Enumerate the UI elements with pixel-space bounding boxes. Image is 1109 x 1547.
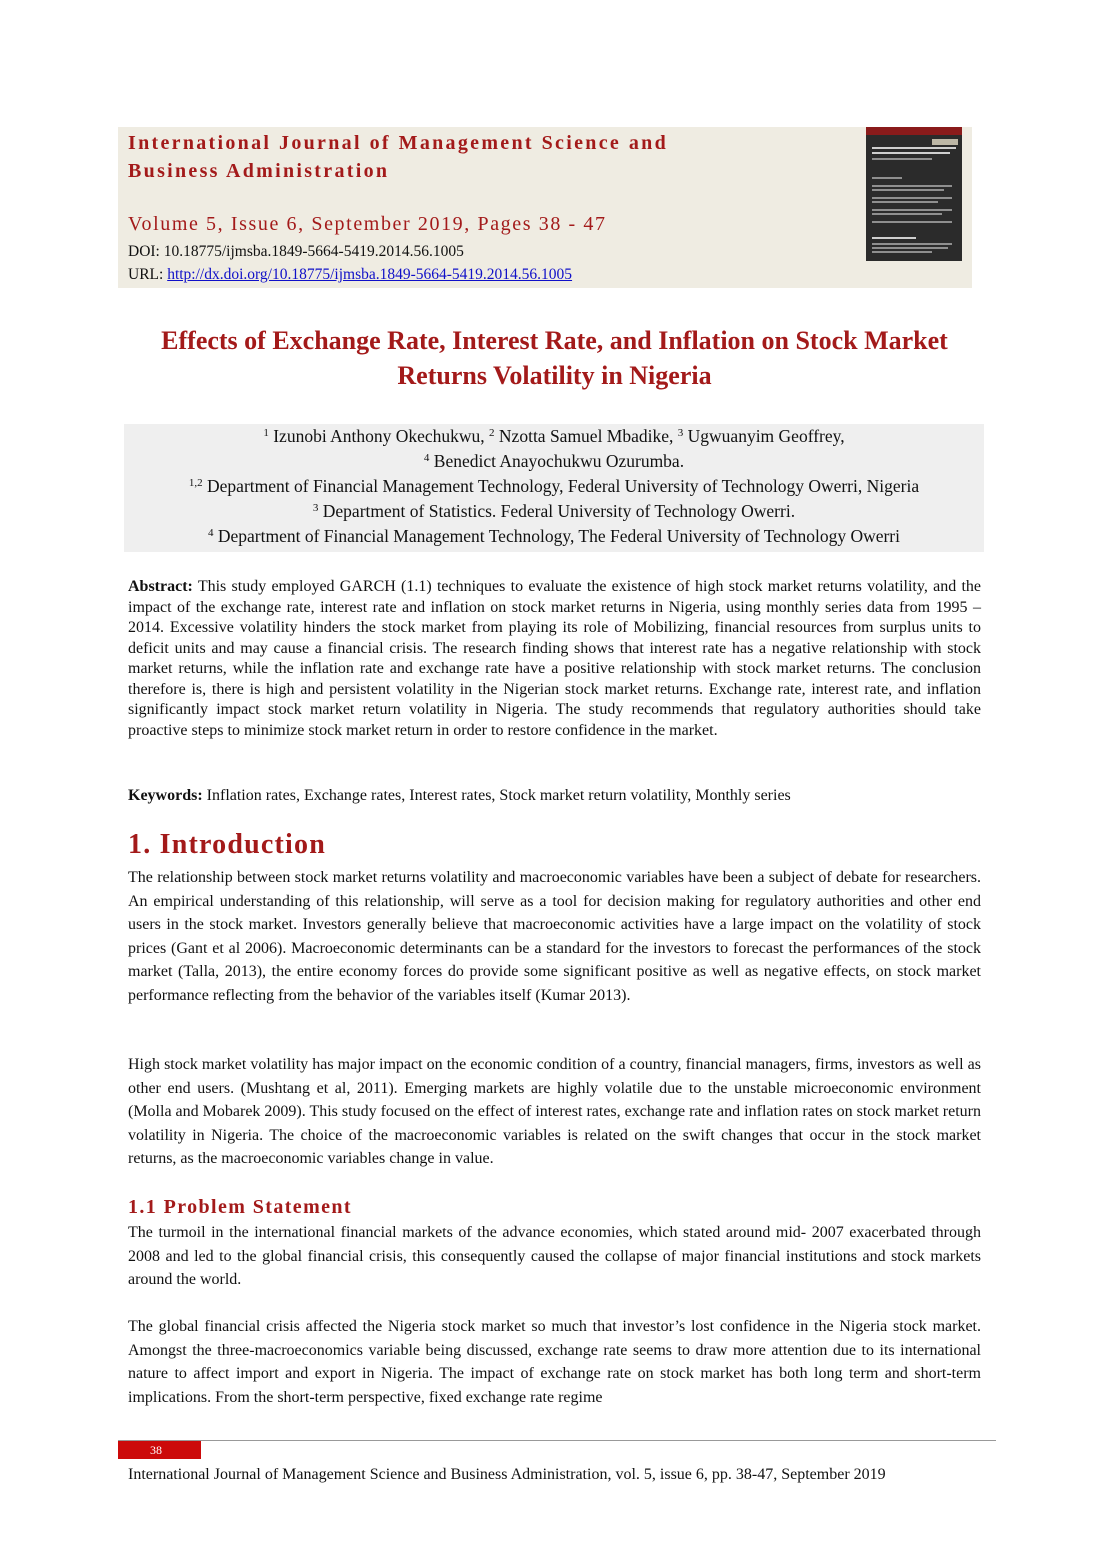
affiliation-line xyxy=(124,499,984,524)
cover-text-line xyxy=(872,201,938,203)
affiliation-superscript: 3 xyxy=(312,502,319,514)
cover-text-line xyxy=(872,213,942,215)
affiliation-line xyxy=(124,524,984,549)
section-heading-introduction: 1. Introduction xyxy=(128,829,326,860)
author-name: Ugwuanyim Geoffrey, xyxy=(683,426,845,446)
subsection-heading-problem-statement: 1.1 Problem Statement xyxy=(128,1196,352,1218)
paper-title: Effects of Exchange Rate, Interest Rate, and Inflation on Stock Market Returns Volatility in Nigeria xyxy=(161,326,948,390)
cover-text-line xyxy=(872,197,952,199)
abstract-label: Abstract: xyxy=(128,578,193,595)
doi-line xyxy=(128,242,464,262)
author-name: Nzotta Samuel Mbadike, xyxy=(494,426,678,446)
cover-text-line xyxy=(872,237,916,239)
cover-text-line xyxy=(872,147,956,149)
cover-tag xyxy=(932,139,958,145)
author-line xyxy=(124,424,984,449)
problem-paragraph-2: The global financial crisis affected the Nigeria stock market so much that investor’s lost confidence in the Nigeria stock market. Amongst the three-macroeconomics variable being discussed, exchange rate seems to draw more attention due to its international nature to affect import and export in Nigeria. The impact of exchange rate on stock market has both long term and short-term implications. From the short-term perspective, fixed exchange rate regime xyxy=(128,1318,981,1406)
cover-text-line xyxy=(872,185,952,187)
doi-label: DOI: xyxy=(128,243,164,260)
cover-text-line xyxy=(872,189,944,191)
author-superscript: 4 xyxy=(423,452,430,464)
author-name: Izunobi Anthony Okechukwu, xyxy=(268,426,490,446)
cover-band xyxy=(866,127,962,135)
doi-url-link[interactable]: http://dx.doi.org/10.18775/ijmsba.1849-5664-5419.2014.56.1005 xyxy=(167,266,573,283)
abstract-text: This study employed GARCH (1.1) techniques to evaluate the existence of high stock market returns volatility, and the impact of the exchange rate, interest rate and inflation on stock market returns in Nigeria, using monthly series data from 1995 – 2014. Excessive volatility hinders the stock market from playing its role of Mobilizing, financial resources from surplus units to deficit units and may cause a financial crisis. The research finding shows that interest rate has a negative relationship with stock market returns, while the inflation rate and exchange rate have a positive relationship with stock market returns. The conclusion therefore is, there is high and persistent volatility in the Nigerian stock market returns. Exchange rate, interest rate, and inflation significantly impact stock market return volatility in Nigeria. The study recommends that regulatory authorities should take proactive steps to minimize stock market return in order to restore confidence in the market. xyxy=(128,578,981,739)
footer-divider xyxy=(118,1440,996,1441)
volume-issue-line: Volume 5, Issue 6, September 2019, Pages 38 - 47 xyxy=(128,213,607,235)
keywords-label: Keywords: xyxy=(128,787,203,804)
abstract xyxy=(128,577,981,741)
author-superscript: 3 xyxy=(677,427,684,439)
author-line xyxy=(124,449,984,474)
journal-name: International Journal of Management Science and Business Administration xyxy=(128,132,668,182)
affiliation-superscript: 1,2 xyxy=(188,477,203,489)
affiliation-text: Department of Financial Management Technology, Federal University of Technology Owerri, Nigeria xyxy=(202,476,920,496)
problem-paragraph-1: The turmoil in the international financial markets of the advance economies, which stated around mid- 2007 exacerbated through 2008 and led to the global financial crisis, this consequently caused the collapse of major financial institutions and stock markets around the world. xyxy=(128,1224,981,1288)
author-superscript: 2 xyxy=(489,427,495,439)
cover-text-line xyxy=(872,177,902,179)
cover-text-line xyxy=(872,243,952,245)
url-line xyxy=(128,265,572,285)
cover-text-line xyxy=(872,221,952,223)
cover-text-line xyxy=(872,209,952,211)
url-label: URL: xyxy=(128,266,168,283)
doi-value: 10.18775/ijmsba.1849-5664-5419.2014.56.1005 xyxy=(163,243,464,260)
cover-text-line xyxy=(872,247,948,249)
intro-paragraph-2: High stock market volatility has major impact on the economic condition of a country, financial managers, firms, investors as well as other end users. (Mushtang et al, 2011). Emerging markets are highly volatile due to the unstable microeconomic environment (Molla and Mobarek 2009). This study focused on the effect of interest rates, exchange rate and inflation rates on stock market return volatility in Nigeria. The choice of the macroeconomic variables is related on the swift changes that occur in the stock market returns, as the macroeconomic variables change in value. xyxy=(128,1056,981,1167)
cover-text-line xyxy=(872,158,932,160)
affiliation-text: Department of Statistics. Federal University of Technology Owerri. xyxy=(318,501,796,521)
journal-header xyxy=(118,127,972,288)
cover-text-line xyxy=(872,251,932,253)
page-number-badge: 38 xyxy=(118,1441,201,1459)
keywords xyxy=(128,786,981,806)
intro-paragraph-1: The relationship between stock market returns volatility and macroeconomic variables have been a subject of debate for researchers. An empirical understanding of this relationship, will serve as a tool for decision making for regulatory authorities and other end users in the stock market. Investors generally believe that macroeconomic activities have a large impact on the volatility of stock prices (Gant et al 2006). Macroeconomic determinants can be a standard for the investors to forecast the performances of the stock market (Talla, 2013), the entire economy forces do provide some significant positive as well as negative effects, on stock market performance reflecting from the behavior of the variables itself (Kumar 2013). xyxy=(128,869,981,1004)
cover-text-line xyxy=(872,152,950,154)
authors-block xyxy=(124,424,984,552)
footer-citation: International Journal of Management Science and Business Administration, vol. 5, issue 6, pp. 38-47, September 2019 xyxy=(128,1466,886,1483)
affiliation-text: Department of Financial Management Technology, The Federal University of Technology Owerri xyxy=(213,526,900,546)
affiliation-line xyxy=(124,474,984,499)
author-name: Benedict Anayochukwu Ozurumba. xyxy=(429,451,685,471)
author-superscript: 1 xyxy=(263,427,269,439)
journal-cover-image xyxy=(866,127,962,261)
affiliation-superscript: 4 xyxy=(208,527,214,539)
keywords-text: Inflation rates, Exchange rates, Interest rates, Stock market return volatility, Monthly series xyxy=(202,787,791,804)
